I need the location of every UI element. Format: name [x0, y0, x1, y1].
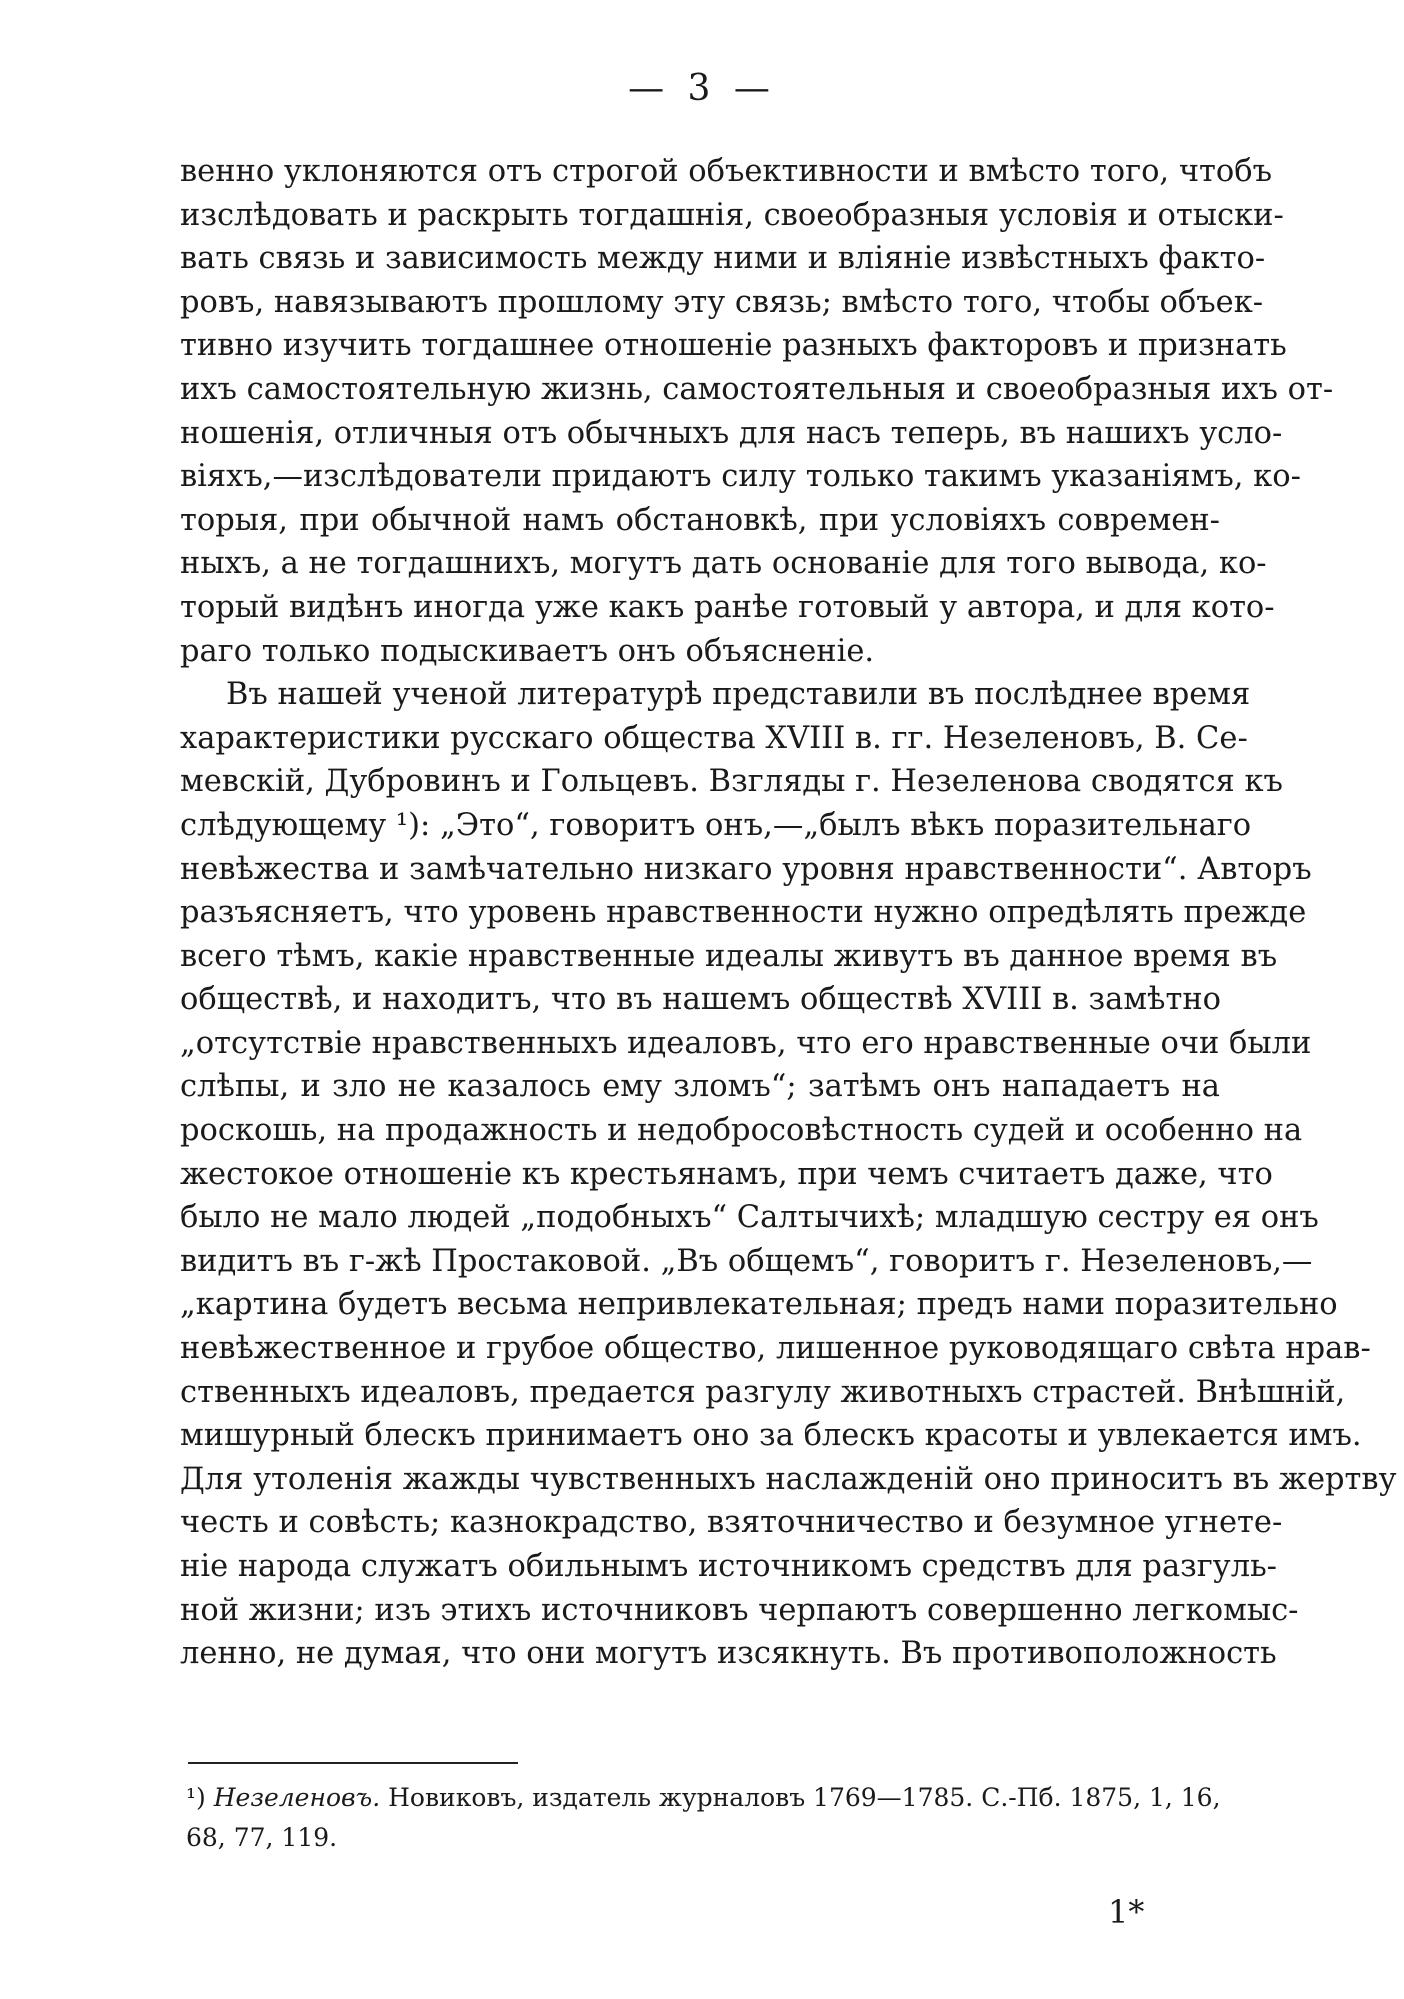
text-line: ніе народа служатъ обильнымъ источникомъ средствъ для разгуль- [180, 1549, 1277, 1584]
text-line: венно уклоняются отъ строгой объективности и вмѣсто того, чтобъ [180, 154, 1272, 189]
text-line: ленно, не думая, что они могутъ изсякнуть. Въ противоположность [180, 1636, 1277, 1672]
text-line: мевскій, Дубровинъ и Гольцевъ. Взгляды г. Незеленова сводятся къ [180, 764, 1283, 800]
page-number: — 3 — [628, 68, 776, 109]
footnote [186, 1778, 1220, 1858]
footnote-marker: ¹) [186, 1783, 206, 1812]
text-line: торыя, при обычной намъ обстановкѣ, при условіяхъ современ- [180, 502, 1220, 538]
footnote-citation: Новиковъ, издатель журналовъ 1769—1785. С.-Пб. 1875, 1, 16, [388, 1783, 1221, 1812]
text-line: было не мало людей „подобныхъ“ Салтычихѣ; младшую сестру ея онъ [180, 1200, 1319, 1236]
body-text [180, 150, 1397, 1676]
text-line: тивно изучить тогдашнее отношеніе разныхъ факторовъ и признать [180, 328, 1287, 364]
footnote-line-1 [186, 1778, 1220, 1818]
text-line: слѣпы, и зло не казалось ему зломъ“; затѣмъ онъ нападаетъ на [180, 1069, 1220, 1105]
text-line: честь и совѣсть; казнокрадство, взяточничество и безумное угнете- [180, 1505, 1283, 1541]
footnote-line-2: 68, 77, 119. [186, 1823, 338, 1852]
footnote-divider [188, 1762, 518, 1764]
text-line: „картина будетъ весьма непривлекательная; предъ нами поразительно [180, 1287, 1338, 1323]
text-line: роскошь, на продажность и недобросовѣстность судей и особенно на [180, 1113, 1303, 1149]
text-line: „отсутствіе нравственныхъ идеаловъ, что его нравственные очи были [180, 1025, 1312, 1061]
text-line: слѣдующему ¹): „Это“, говоритъ онъ,—„былъ вѣкъ поразительнаго [180, 807, 1252, 843]
text-line: мишурный блескъ принимаетъ оно за блескъ красоты и увлекается имъ. [180, 1418, 1362, 1454]
text-line: обществѣ, и находитъ, что въ нашемъ обществѣ XVIII в. замѣтно [180, 982, 1222, 1018]
text-line: невѣжества и замѣчательно низкаго уровня нравственности“. Авторъ [180, 851, 1312, 887]
text-line: характеристики русскаго общества XVIII в. гг. Незеленовъ, В. Се- [180, 720, 1248, 756]
text-line: ной жизни; изъ этихъ источниковъ черпаютъ совершенно легкомыс- [180, 1592, 1299, 1628]
text-line: Для утоленія жажды чувственныхъ наслажденій оно приноситъ въ жертву [180, 1461, 1397, 1497]
text-line: жестокое отношеніе къ крестьянамъ, при чемъ считаетъ даже, что [180, 1156, 1273, 1192]
text-line: ровъ, навязываютъ прошлому эту связь; вмѣсто того, чтобы объек- [180, 284, 1264, 320]
text-line: видитъ въ г-жѣ Простаковой. „Въ общемъ“, говоритъ г. Незеленовъ,— [180, 1243, 1313, 1279]
text-line: віяхъ,—изслѣдователи придаютъ силу только такимъ указаніямъ, ко- [180, 459, 1301, 495]
text-line: всего тѣмъ, какіе нравственные идеалы живутъ въ данное время въ [180, 938, 1278, 974]
text-line: раго только подыскиваетъ онъ объясненіе. [180, 633, 875, 669]
text-line: изслѣдовать и раскрыть тогдашнія, своеобразныя условія и отыски- [180, 197, 1284, 233]
text-line: вать связь и зависимость между ними и вліяніе извѣстныхъ факто- [180, 241, 1266, 277]
footnote-author: Незеленовъ. [213, 1783, 381, 1812]
text-line: разъясняетъ, что уровень нравственности нужно опредѣлять прежде [180, 895, 1307, 931]
text-line: невѣжественное и грубое общество, лишенное руководящаго свѣта нрав- [180, 1331, 1371, 1367]
text-line: ныхъ, а не тогдашнихъ, могутъ дать основаніе для того вывода, ко- [180, 546, 1267, 582]
text-line: торый видѣнъ иногда уже какъ ранѣе готовый у автора, и для кото- [180, 589, 1275, 625]
text-line: Въ нашей ученой литературѣ представили въ послѣднее время [226, 677, 1251, 713]
text-line: ственныхъ идеаловъ, предается разгулу животныхъ страстей. Внѣшній, [180, 1374, 1346, 1410]
text-line: ихъ самостоятельную жизнь, самостоятельныя и своеобразныя ихъ от- [180, 371, 1334, 407]
text-line: ношенія, отличныя отъ обычныхъ для насъ теперь, въ нашихъ усло- [180, 415, 1283, 451]
signature-mark: 1* [1108, 1893, 1145, 1931]
